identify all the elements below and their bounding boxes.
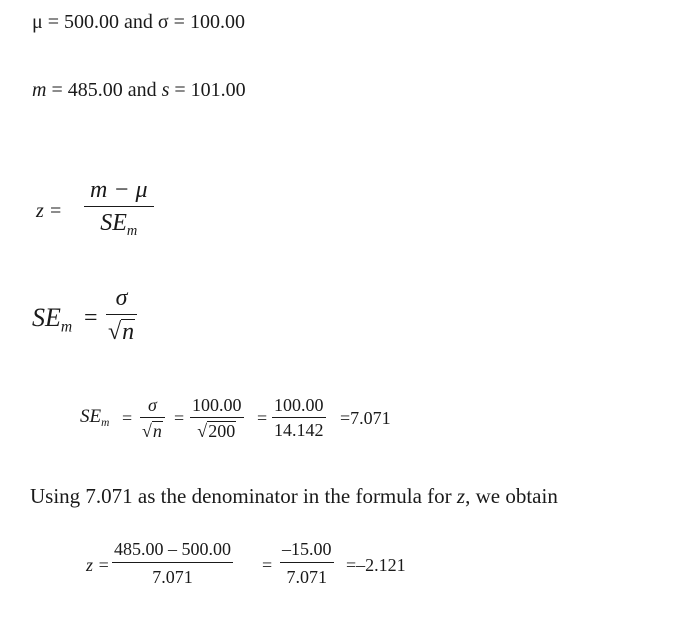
z-calc-f2-denominator: 7.071 [286,567,327,588]
se-calc-sqrt-symbol-1: √ [142,421,152,442]
mu-symbol: μ [32,11,43,33]
se-calc-fraction-2 [190,396,244,440]
sample-statistics-line [32,80,246,100]
s-symbol: s [161,79,170,101]
se-calc-radicand-n: n [152,421,162,442]
se-calc-f1-denominator [140,418,165,440]
sigma-value-text: = 100.00 [173,11,245,33]
se-calc-radicand-200: 200 [208,421,236,442]
se-formula-equals: = [84,305,98,331]
z-calc-lhs: z = [86,555,110,575]
radicand-n: n [122,319,135,346]
sqrt-symbol: √ [108,319,122,346]
se-calc-result: =7.071 [340,408,391,428]
se-formula-fraction [106,286,137,344]
se-calc-sqrt-200 [197,421,236,440]
sentence-after: , we obtain [465,484,558,508]
z-calc-f1-denominator: 7.071 [152,567,193,588]
se-calc-f2-numerator: 100.00 [192,395,242,415]
se-calc-lhs-main: SE [80,406,102,427]
z-formula-numerator: m − μ [90,177,148,203]
z-calc-equals: = [262,555,273,575]
se-calc-f1-numerator: σ [148,395,157,415]
se-calc-lhs-subscript: m [101,416,110,429]
z-formula-lhs: z = [36,200,63,222]
se-calc-equals-1: = [122,408,133,428]
z-calc-fraction-2 [280,540,334,586]
se-subscript: m [126,223,138,240]
se-calc-f3-denominator: 14.142 [274,420,324,441]
se-calc-lhs [80,407,109,429]
z-formula-fraction [84,178,154,239]
z-calc-fraction-1 [112,540,233,586]
se-calc-equals-2: = [174,408,185,428]
z-formula-denominator [94,207,143,238]
sigma-symbol: σ [157,11,169,33]
m-value-text: = 485.00 and [51,79,162,101]
explanation-sentence [30,486,558,507]
se-calc-fraction-1 [140,396,165,440]
mu-value-text: = 500.00 and [47,11,158,33]
se-calc-f3-numerator: 100.00 [274,395,324,415]
population-parameters-line [32,12,245,32]
se-main-text: SE [100,210,127,237]
m-symbol: m [32,79,47,101]
sqrt-n [108,319,135,344]
se-lhs-main: SE [32,303,61,332]
s-value-text: = 101.00 [174,79,246,101]
se-formula-denominator [106,315,137,344]
se-calc-f2-denominator [195,418,238,440]
se-lhs-subscript: m [60,318,73,336]
z-calc-result: =–2.121 [346,555,406,575]
se-calc-fraction-3 [272,396,326,439]
z-calc-f1-numerator: 485.00 – 500.00 [114,539,231,559]
sentence-z-symbol: z [456,484,466,508]
se-calc-sqrt-n [142,421,163,440]
se-calc-sqrt-symbol-2: √ [197,421,208,442]
se-formula-numerator: σ [115,285,128,311]
se-formula-lhs [32,305,72,335]
z-calc-f2-numerator: –15.00 [282,539,332,559]
se-calc-equals-3: = [257,408,268,428]
sentence-before: Using 7.071 as the denominator in the formula for [30,484,457,508]
